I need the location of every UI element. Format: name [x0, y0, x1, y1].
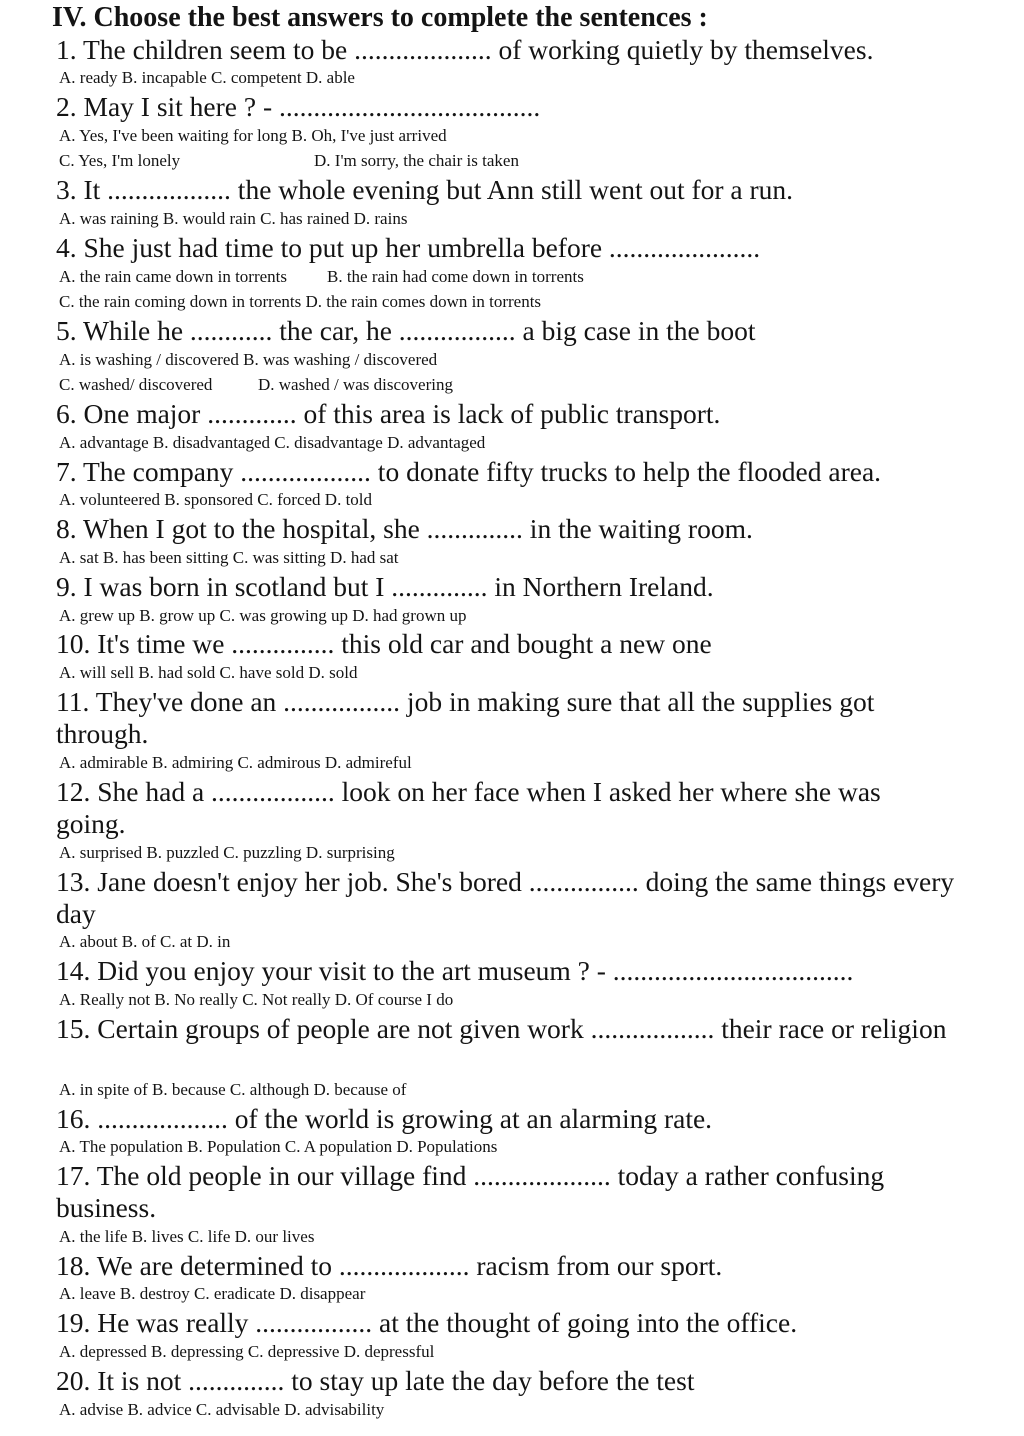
question-13: 13. Jane doesn't enjoy her job. She's bored ................ doing the same things every day [56, 866, 955, 929]
question-12-options: A. surprised B. puzzled C. puzzling D. surprising [59, 843, 395, 862]
question-16-options: A. The population B. Population C. A population D. Populations [59, 1137, 498, 1156]
question-2-option-c: C. Yes, I'm lonely [59, 151, 181, 170]
question-15-options: A. in spite of B. because C. although D. because of [59, 1080, 407, 1099]
question-2-options-ab: A. Yes, I've been waiting for long B. Oh, I've just arrived [59, 126, 447, 145]
question-13-options: A. about B. of C. at D. in [59, 932, 231, 951]
question-7-options: A. volunteered B. sponsored C. forced D. told [59, 490, 373, 509]
question-19: 19. He was really ................. at the thought of going into the office. [56, 1307, 798, 1338]
question-14: 14. Did you enjoy your visit to the art museum ? - ................................... [56, 955, 854, 986]
question-4-option-a: A. the rain came down in torrents [59, 267, 288, 286]
question-11: 11. They've done an ................. job in making sure that all the supplies got through. [56, 686, 875, 749]
question-17: 17. The old people in our village find .................... today a rather confusing business. [56, 1160, 885, 1223]
section-heading: IV. Choose the best answers to complete the sentences : [52, 2, 708, 33]
question-11-options: A. admirable B. admiring C. admirous D. admireful [59, 753, 412, 772]
question-14-options: A. Really not B. No really C. Not really D. Of course I do [59, 990, 454, 1009]
question-6-options: A. advantage B. disadvantaged C. disadvantage D. advantaged [59, 433, 486, 452]
question-19-options: A. depressed B. depressing C. depressive D. depressful [59, 1342, 435, 1361]
question-17-options: A. the life B. lives C. life D. our lives [59, 1227, 315, 1246]
question-4-option-b: B. the rain had come down in torrents [327, 267, 584, 286]
question-5-option-d: D. washed / was discovering [258, 375, 453, 394]
question-10: 10. It's time we ............... this old car and bought a new one [56, 628, 712, 659]
question-2: 2. May I sit here ? - ...................................... [56, 91, 541, 122]
question-8: 8. When I got to the hospital, she .............. in the waiting room. [56, 513, 753, 544]
question-3: 3. It .................. the whole evening but Ann still went out for a run. [56, 174, 794, 205]
question-8-options: A. sat B. has been sitting C. was sitting D. had sat [59, 548, 399, 567]
question-3-options: A. was raining B. would rain C. has rained D. rains [59, 209, 408, 228]
question-6: 6. One major ............. of this area is lack of public transport. [56, 398, 721, 429]
question-9-options: A. grew up B. grow up C. was growing up D. had grown up [59, 606, 467, 625]
question-4: 4. She just had time to put up her umbrella before ...................... [56, 232, 761, 263]
question-20-options: A. advise B. advice C. advisable D. advisability [59, 1400, 385, 1419]
question-9: 9. I was born in scotland but I .............. in Northern Ireland. [56, 571, 714, 602]
question-16: 16. ................... of the world is growing at an alarming rate. [56, 1103, 713, 1134]
question-12: 12. She had a .................. look on her face when I asked her where she was going. [56, 776, 881, 839]
question-20: 20. It is not .............. to stay up late the day before the test [56, 1365, 695, 1396]
question-10-options: A. will sell B. had sold C. have sold D. sold [59, 663, 358, 682]
question-4-options-cd: C. the rain coming down in torrents D. the rain comes down in torrents [59, 292, 542, 311]
question-18-options: A. leave B. destroy C. eradicate D. disappear [59, 1284, 366, 1303]
question-5-options-ab: A. is washing / discovered B. was washing / discovered [59, 350, 438, 369]
question-1-options: A. ready B. incapable C. competent D. able [59, 68, 355, 87]
question-15: 15. Certain groups of people are not given work .................. their race or religion [56, 1013, 947, 1044]
question-18: 18. We are determined to ................... racism from our sport. [56, 1250, 723, 1281]
question-1: 1. The children seem to be .................... of working quietly by themselves. [56, 34, 874, 65]
question-5-option-c: C. washed/ discovered [59, 375, 213, 394]
question-7: 7. The company ................... to donate fifty trucks to help the flooded area. [56, 456, 882, 487]
question-5: 5. While he ............ the car, he ................. a big case in the boot [56, 315, 756, 346]
question-2-option-d: D. I'm sorry, the chair is taken [314, 151, 519, 170]
